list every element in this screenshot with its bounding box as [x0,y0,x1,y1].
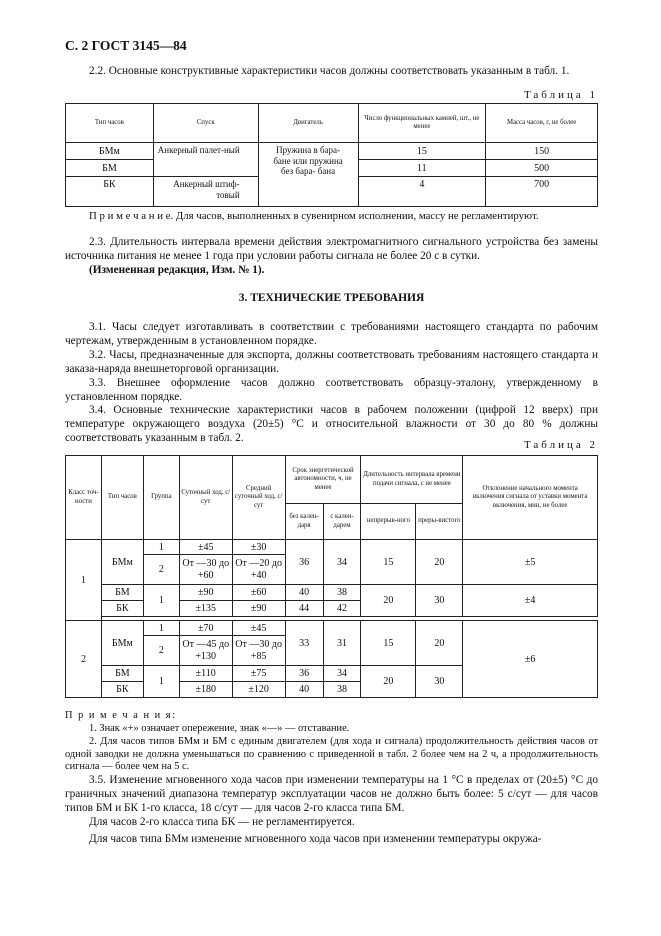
t2-cell-intermittent: 30 [416,585,463,617]
t2-cell-group: 2 [143,555,179,585]
t1-cell-type: БК [66,177,154,207]
note-2: 2. Для часов типов БМм и БМ с единым двигателем (для хода и сигнала) продолжительность действия часов от одной заводки не должна уменьшаться по сравнению с приведенной в табл. 2 более чем на 2 ч, а продолжительность сигнала — более чем на 5 с. [65,736,598,773]
t1-cell-type: БМм [66,143,154,160]
paragraph-3-5-c: Для часов типа БМм изменение мгновенного хода часов при изменении температуры окружа- [89,833,542,845]
table-1-note: П р и м е ч а н и е. Для часов, выполненных в сувенирном исполнении, массу не регламентируют. [89,210,539,222]
section-3-heading: 3. ТЕХНИЧЕСКИЕ ТРЕБОВАНИЯ [238,292,425,304]
t2-cell-no-calendar: 36 [285,540,323,585]
t1-cell-mass: 700 [486,177,598,207]
t2-header-deviation: Отклонение начального момента включения сигнала от уставки момента включения, мин, не более [463,456,598,540]
t2-header-intermittent: преры-вистого [416,504,463,540]
table-2 [65,455,598,698]
t2-cell-with-calendar: 34 [323,666,361,682]
t1-cell-type: БМ [66,160,154,177]
t2-cell-average: ±30 [232,540,285,555]
t2-cell-group: 1 [143,540,179,555]
t2-cell-average: От —20 до +40 [232,555,285,585]
t2-cell-daily: ±90 [179,585,232,601]
t1-header-stones: Число функциональных камней, шт., не менее [358,104,486,143]
t2-cell-continuous: 20 [361,666,416,698]
t2-cell-class: 2 [66,621,102,698]
t1-cell-mass: 150 [486,143,598,160]
t2-header-class: Класс точ-ности [66,456,102,540]
t2-cell-no-calendar: 40 [285,585,323,601]
t2-cell-continuous: 15 [361,621,416,666]
t2-cell-deviation: ±5 [463,540,598,585]
t2-cell-deviation: ±4 [463,585,598,617]
paragraph-3-5-b: Для часов 2-го класса типа БК — не регламентируется. [89,816,355,828]
t2-cell-daily: ±110 [179,666,232,682]
t2-cell-average: От —30 до +85 [232,636,285,666]
t1-header-type: Тип часов [66,104,154,143]
t2-cell-intermittent: 20 [416,540,463,585]
t2-cell-type: БМ [101,666,143,682]
t1-cell-stones: 15 [358,143,486,160]
t2-cell-daily: От —45 до +130 [179,636,232,666]
t2-header-type: Тип часов [101,456,143,540]
t2-cell-average: ±75 [232,666,285,682]
t2-cell-no-calendar: 36 [285,666,323,682]
paragraph-3-1: 3.1. Часы следует изготавливать в соответствии с требованиями настоящего стандарта по рабочим чертежам, утвержденным в установленном порядке. [65,321,598,348]
t1-header-escapement: Спуск [153,104,258,143]
t2-cell-with-calendar: 42 [323,601,361,617]
t2-cell-daily: ±45 [179,540,232,555]
t1-cell-escapement: Анкерный палет-ный [153,143,258,177]
t2-cell-daily: ±70 [179,621,232,636]
t2-cell-daily: ±180 [179,682,232,698]
t2-header-signal-duration: Длительность интервала времени подачи сигнала, с не менее [361,456,463,504]
table-2-label: Таблица 2 [523,439,598,451]
t2-header-average-rate: Средний суточный ход, с/сут [232,456,285,540]
t2-cell-group: 1 [143,621,179,636]
t2-cell-with-calendar: 31 [323,621,361,666]
t2-header-group: Группа [143,456,179,540]
t2-cell-type: БК [101,682,143,698]
paragraph-3-5: 3.5. Изменение мгновенного хода часов при изменении температуры на 1 °С в пределах от (20±5) °С до граничных значений диапазона температур эксплуатации часов не должно быть более: 5 с/сут — для часов типов БМ и БК 1-го класса, 18 с/сут — для часов 2-го класса типа БМ. [65,774,598,815]
table-1-label: Таблица 1 [523,89,598,101]
table-1 [65,103,598,207]
t1-header-engine: Двигатель [258,104,358,143]
paragraph-3-3: 3.3. Внешнее оформление часов должно соответствовать образцу-эталону, утвержденному в установленном порядке. [65,377,598,404]
note-1: 1. Знак «+» означает опережение, знак «—» — отставание. [89,723,350,734]
t2-cell-class: 1 [66,540,102,621]
t2-cell-intermittent: 20 [416,621,463,666]
t1-cell-stones: 4 [358,177,486,207]
t2-cell-average: ±120 [232,682,285,698]
t1-cell-mass: 500 [486,160,598,177]
t2-cell-type: БМм [101,621,143,666]
t2-cell-type: БМм [101,540,143,585]
paragraph-3-4: 3.4. Основные технические характеристики часов в рабочем положении (цифрой 12 вверх) при температуре окружающего воздуха (20±5) °С и относительной влажности от 30 до 80 % должны соответствовать указанным в табл. 2. [65,404,598,445]
t1-cell-escapement: Анкерный штиф-товый [153,177,258,207]
t2-cell-with-calendar: 34 [323,540,361,585]
t2-cell-group: 1 [143,666,179,698]
t2-header-continuous: непрерыв-ного [361,504,416,540]
paragraph-2-2: 2.2. Основные конструктивные характеристики часов должны соответствовать указанным в табл. 1. [89,65,570,77]
t2-header-with-calendar: с кален-дарем [323,504,361,540]
t2-cell-group: 2 [143,636,179,666]
t2-cell-continuous: 20 [361,585,416,617]
t2-cell-with-calendar: 38 [323,682,361,698]
t2-cell-continuous: 15 [361,540,416,585]
t2-cell-average: ±45 [232,621,285,636]
t2-cell-average: ±90 [232,601,285,617]
t2-cell-type: БК [101,601,143,617]
paragraph-2-3: 2.3. Длительность интервала времени действия электромагнитного сигнального устройства без замены источника питания не менее 1 года при условии работы сигнала не более 20 с в сутки. [65,236,598,263]
t2-cell-no-calendar: 44 [285,601,323,617]
notes-title: П р и м е ч а н и я: [65,710,177,721]
t1-cell-stones: 11 [358,160,486,177]
paragraph-2-3-edit: (Измененная редакция, Изм. № 1). [89,264,265,276]
t2-cell-type: БМ [101,585,143,601]
t2-cell-with-calendar: 38 [323,585,361,601]
t2-cell-daily: ±135 [179,601,232,617]
t2-cell-average: ±60 [232,585,285,601]
t2-cell-no-calendar: 40 [285,682,323,698]
t1-cell-engine: Пружина в бара-бане или пружина без бара- бана [258,143,358,207]
t1-header-mass: Масса часов, г, не более [486,104,598,143]
t2-cell-deviation: ±6 [463,621,598,698]
paragraph-3-2: 3.2. Часы, предназначенные для экспорта, должны соответствовать требованиям настоящего стандарта и заказа-наряда внешнеторговой организации. [65,349,598,376]
t2-cell-no-calendar: 33 [285,621,323,666]
t2-cell-group: 1 [143,585,179,617]
t2-cell-intermittent: 30 [416,666,463,698]
t2-cell-daily: От —30 до +60 [179,555,232,585]
t2-header-no-calendar: без кален-даря [285,504,323,540]
t2-header-daily-rate: Суточный ход, с/сут [179,456,232,540]
t2-header-power-reserve: Срок энергетической автономности, ч, не менее [285,456,361,504]
page-header: С. 2 ГОСТ 3145—84 [65,38,187,53]
